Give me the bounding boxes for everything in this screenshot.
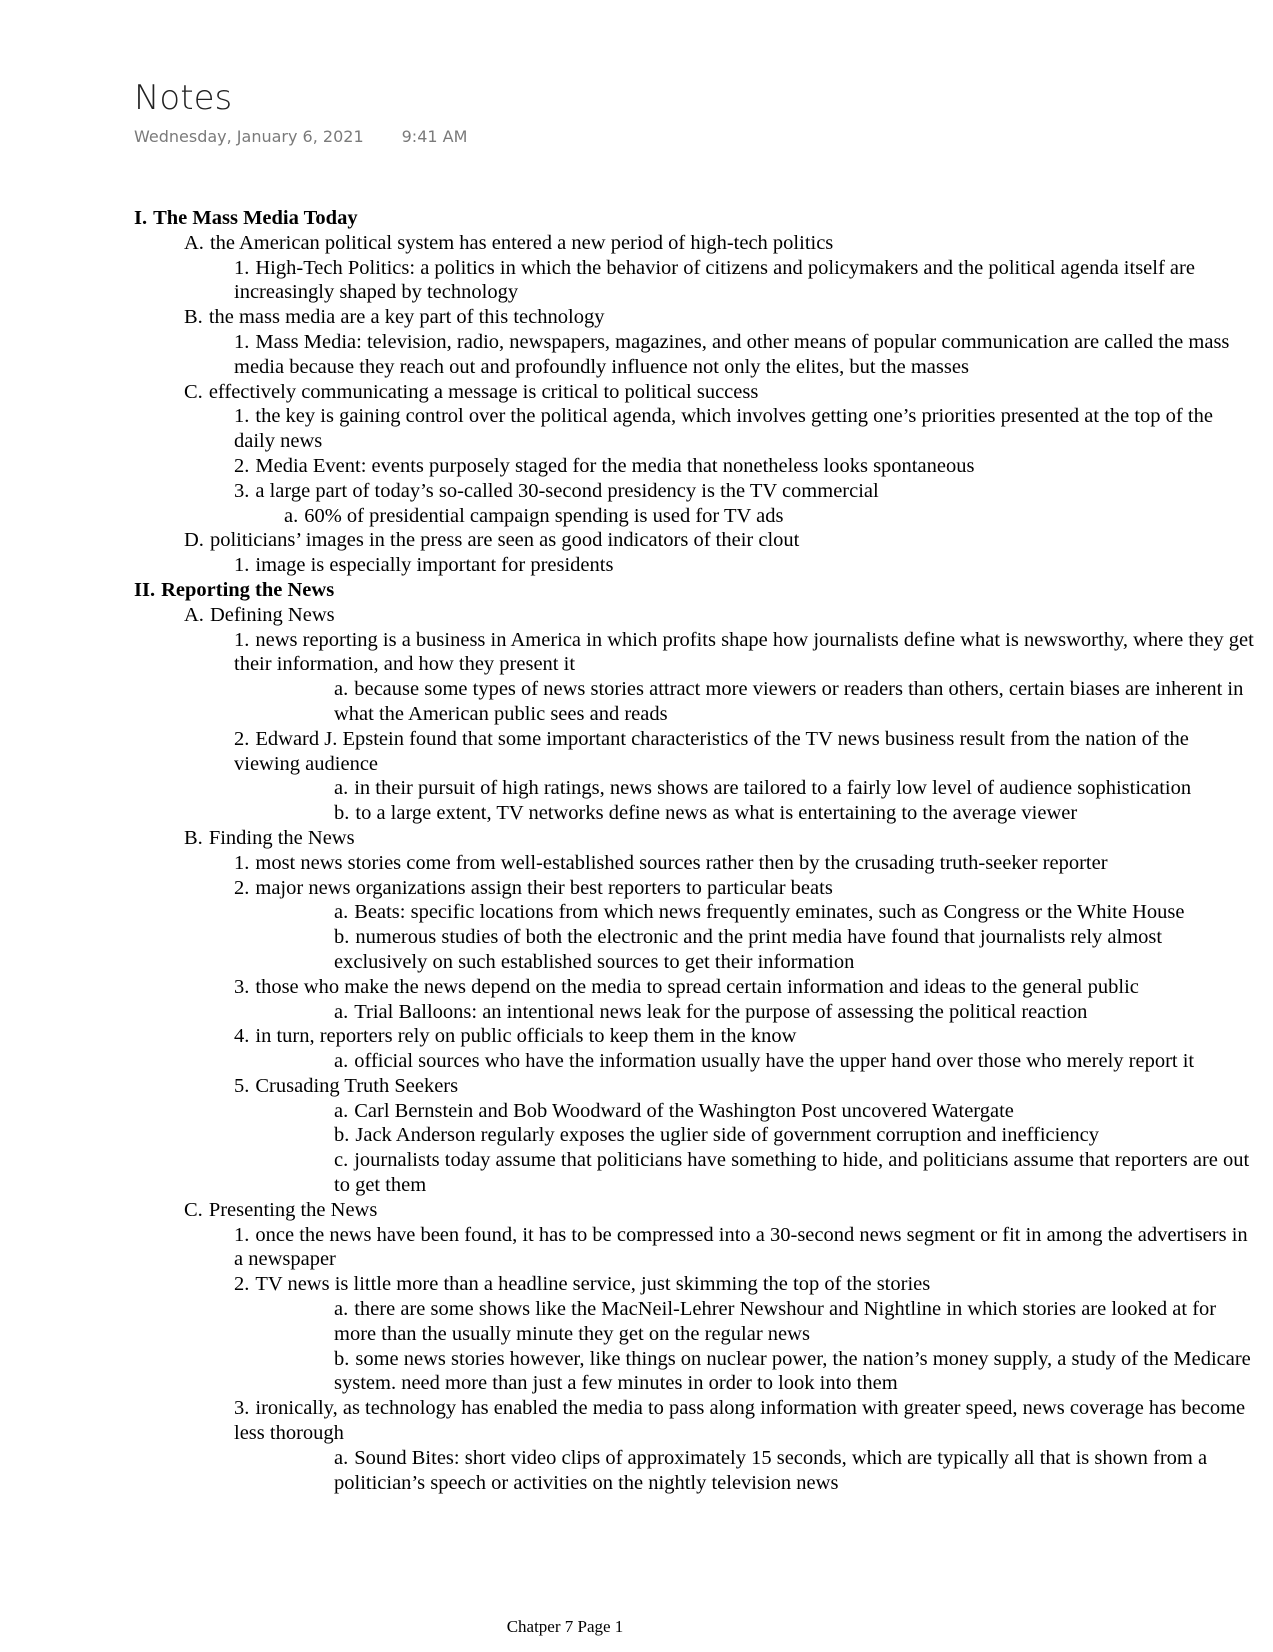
outline-item bbox=[134, 1049, 1254, 1074]
outline-item bbox=[134, 553, 1254, 578]
outline-item-number: a. bbox=[334, 777, 349, 800]
outline-item bbox=[134, 826, 1254, 851]
outline-item-number: 3. bbox=[234, 975, 250, 998]
outline-item bbox=[134, 1347, 1254, 1397]
outline-item-text: Media Event: events purposely staged for the media that nonetheless looks spontaneous bbox=[255, 454, 975, 477]
outline-item-text: some news stories however, like things on nuclear power, the nation’s money supply, a study of the Medicare system. need more than just a few minutes in order to look into them bbox=[334, 1347, 1251, 1395]
outline-item bbox=[134, 925, 1254, 975]
outline-item bbox=[134, 578, 1254, 603]
outline-item bbox=[134, 404, 1254, 454]
outline-item-text: Carl Bernstein and Bob Woodward of the Washington Post uncovered Watergate bbox=[354, 1099, 1014, 1122]
outline-item bbox=[134, 876, 1254, 901]
outline-item bbox=[134, 1123, 1254, 1148]
outline-item-text: Sound Bites: short video clips of approximately 15 seconds, which are typically all that is shown from a politician’s speech or activities on the nightly television news bbox=[334, 1446, 1208, 1494]
outline-item-number: D. bbox=[184, 529, 204, 552]
outline-item-number: 1. bbox=[234, 330, 250, 353]
outline-item-text: those who make the news depend on the media to spread certain information and ideas to the general public bbox=[255, 975, 1139, 998]
outline-item bbox=[134, 1099, 1254, 1124]
outline-item-number: a. bbox=[334, 1050, 349, 1073]
outline-item-number: I. bbox=[134, 207, 148, 229]
outline-item bbox=[134, 206, 1254, 231]
outline-item-text: there are some shows like the MacNeil-Lehrer Newshour and Nightline in which stories are looked at for more than the usually minute they get on the regular news bbox=[334, 1298, 1217, 1345]
outline-item bbox=[134, 528, 1254, 553]
outline-item-text: effectively communicating a message is critical to political success bbox=[208, 380, 759, 403]
outline-item-text: Edward J. Epstein found that some important characteristics of the TV news business result from the nation of the viewing audience bbox=[234, 727, 1189, 775]
outline-item-text: the mass media are a key part of this technology bbox=[208, 306, 605, 329]
outline-item bbox=[134, 1396, 1254, 1446]
outline-item-number: 2. bbox=[234, 727, 250, 750]
outline-item-number: A. bbox=[184, 603, 204, 626]
outline-item bbox=[134, 851, 1254, 876]
outline-item-number: 1. bbox=[234, 554, 250, 577]
outline-item-number: 2. bbox=[234, 1273, 250, 1296]
outline-item bbox=[134, 1074, 1254, 1099]
outline-item-number: 3. bbox=[234, 479, 250, 502]
outline-item-text: numerous studies of both the electronic and the print media have found that journalists rely almost exclusively on such established sources to get their information bbox=[334, 926, 1163, 973]
outline-item-number: B. bbox=[184, 306, 203, 329]
outline-item bbox=[134, 330, 1254, 380]
outline-item bbox=[134, 677, 1254, 727]
outline-item-number: A. bbox=[184, 231, 204, 254]
outline-item-number: a. bbox=[334, 901, 349, 924]
outline-item-number: b. bbox=[334, 926, 350, 949]
outline-item-text: Defining News bbox=[209, 603, 335, 626]
page-title: Notes bbox=[134, 78, 233, 118]
outline-item-text: Mass Media: television, radio, newspapers, magazines, and other means of popular communication are called the mass media because they reach out and profoundly influence not only the elites, but the masses bbox=[234, 330, 1230, 378]
page-time: 9:41 AM bbox=[401, 127, 468, 146]
outline-item bbox=[134, 1148, 1254, 1198]
outline-item-number: 1. bbox=[234, 405, 250, 428]
outline-item-number: 1. bbox=[234, 628, 250, 651]
outline-item-number: 1. bbox=[234, 256, 250, 279]
outline-item-text: The Mass Media Today bbox=[153, 207, 358, 229]
outline-item-number: C. bbox=[184, 1198, 203, 1221]
outline-item-number: a. bbox=[334, 1099, 349, 1122]
outline-item-text: Trial Balloons: an intentional news leak for the purpose of assessing the political reaction bbox=[354, 1000, 1088, 1023]
outline-item-number: C. bbox=[184, 380, 203, 403]
outline-item-number: a. bbox=[334, 1298, 349, 1321]
page-timestamp bbox=[134, 127, 467, 147]
outline-item-number: c. bbox=[334, 1149, 349, 1172]
outline-item-number: 5. bbox=[234, 1074, 250, 1097]
outline-item-text: major news organizations assign their best reporters to particular beats bbox=[255, 876, 833, 899]
outline-item bbox=[134, 1272, 1254, 1297]
outline-item-number: 4. bbox=[234, 1025, 250, 1048]
outline-item-text: the key is gaining control over the political agenda, which involves getting one’s priorities presented at the top of the daily news bbox=[234, 405, 1213, 453]
outline-item-number: a. bbox=[334, 1000, 349, 1023]
outline-item bbox=[134, 776, 1254, 801]
outline-item bbox=[134, 603, 1254, 628]
outline-item-text: in their pursuit of high ratings, news shows are tailored to a fairly low level of audience sophistication bbox=[354, 777, 1192, 800]
outline-item-number: II. bbox=[134, 578, 156, 601]
outline-item-text: the American political system has entered a new period of high-tech politics bbox=[209, 231, 834, 254]
outline-item-number: 3. bbox=[234, 1397, 250, 1420]
outline-item bbox=[134, 1223, 1254, 1273]
outline-item-text: image is especially important for presidents bbox=[255, 554, 614, 577]
outline-item bbox=[134, 479, 1254, 504]
outline-item bbox=[134, 1000, 1254, 1025]
outline-item bbox=[134, 1297, 1254, 1347]
outline-item-text: most news stories come from well-established sources rather then by the crusading truth-seeker reporter bbox=[255, 851, 1108, 874]
outline-item bbox=[134, 975, 1254, 1000]
outline-item-text: Beats: specific locations from which news frequently eminates, such as Congress or the White House bbox=[354, 901, 1185, 924]
outline-item-number: 2. bbox=[234, 454, 250, 477]
outline-item-text: in turn, reporters rely on public officials to keep them in the know bbox=[255, 1025, 797, 1048]
outline-item bbox=[134, 454, 1254, 479]
outline-item-text: TV news is little more than a headline service, just skimming the top of the stories bbox=[255, 1273, 931, 1296]
outline-item-text: a large part of today’s so-called 30-second presidency is the TV commercial bbox=[255, 479, 879, 502]
outline-item-number: 2. bbox=[234, 876, 250, 899]
outline-item-text: journalists today assume that politicians have something to hide, and politicians assume that reporters are out to get them bbox=[334, 1149, 1250, 1197]
outline-item bbox=[134, 801, 1254, 826]
outline-item-text: ironically, as technology has enabled the media to pass along information with greater speed, news coverage has become less thorough bbox=[234, 1397, 1246, 1445]
outline-item-number: a. bbox=[334, 678, 349, 701]
outline-item-text: Crusading Truth Seekers bbox=[255, 1074, 459, 1097]
outline-item-number: 1. bbox=[234, 851, 250, 874]
outline-item bbox=[134, 504, 1254, 529]
outline-item-number: b. bbox=[334, 802, 350, 825]
outline-item-text: official sources who have the information usually have the upper hand over those who merely report it bbox=[354, 1050, 1195, 1073]
outline-item-text: once the news have been found, it has to be compressed into a 30-second news segment or fit in among the advertisers in a newspaper bbox=[234, 1223, 1248, 1271]
outline-item-number: b. bbox=[334, 1347, 350, 1370]
outline-item-text: 60% of presidential campaign spending is used for TV ads bbox=[304, 504, 784, 527]
page-footer: Chatper 7 Page 1 bbox=[506, 1617, 624, 1636]
outline-item-text: High-Tech Politics: a politics in which the behavior of citizens and policymakers and the political agenda itself are increasingly shaped by technology bbox=[234, 256, 1195, 304]
outline-item-text: Presenting the News bbox=[208, 1198, 378, 1221]
outline-item bbox=[134, 900, 1254, 925]
outline-item-text: because some types of news stories attract more viewers or readers than others, certain biases are inherent in what the American public sees and reads bbox=[334, 678, 1244, 725]
outline-item-text: Jack Anderson regularly exposes the uglier side of government corruption and inefficiency bbox=[355, 1124, 1100, 1147]
outline-item bbox=[134, 727, 1254, 777]
notes-outline bbox=[134, 206, 1254, 1495]
outline-item-text: Finding the News bbox=[208, 826, 355, 849]
outline-item bbox=[134, 1446, 1254, 1496]
outline-item-number: B. bbox=[184, 826, 203, 849]
outline-item-number: a. bbox=[334, 1446, 349, 1469]
outline-item bbox=[134, 380, 1254, 405]
outline-item bbox=[134, 1198, 1254, 1223]
outline-item bbox=[134, 231, 1254, 256]
outline-item-text: news reporting is a business in America in which profits shape how journalists define what is newsworthy, where they get their information, and how they present it bbox=[234, 628, 1254, 676]
page-date: Wednesday, January 6, 2021 bbox=[134, 127, 364, 146]
outline-item-number: 1. bbox=[234, 1223, 250, 1246]
outline-item-text: politicians’ images in the press are seen as good indicators of their clout bbox=[209, 529, 800, 552]
outline-item bbox=[134, 305, 1254, 330]
outline-item-text: Reporting the News bbox=[161, 578, 335, 601]
outline-item-text: to a large extent, TV networks define news as what is entertaining to the average viewer bbox=[355, 802, 1078, 825]
outline-item-number: b. bbox=[334, 1124, 350, 1147]
outline-item bbox=[134, 1024, 1254, 1049]
outline-item-number: a. bbox=[284, 504, 299, 527]
outline-item bbox=[134, 628, 1254, 678]
outline-item bbox=[134, 256, 1254, 306]
